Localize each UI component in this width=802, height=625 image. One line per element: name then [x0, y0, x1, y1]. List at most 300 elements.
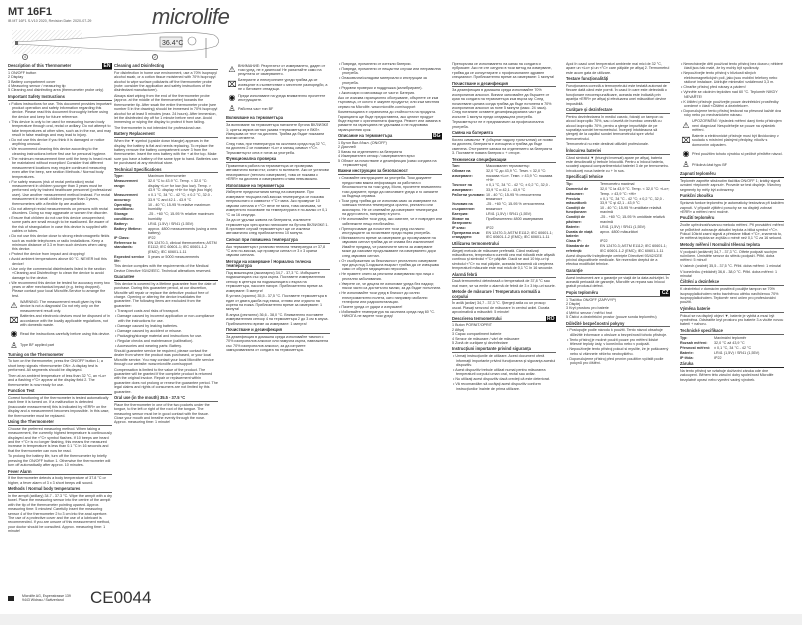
section-heading: [452, 317, 556, 323]
symbol-note-text: WARNING: The measurement result given by this device is not a diagnosis! Do not rely only on the measurement result only.: [20, 299, 102, 313]
paragraph: Správná funkce teploměru je automaticky testována při každém zapnutí. V případě zjištění poruchy se na displeji zobrazí «ERR» a měření není možné.: [680, 201, 784, 214]
heading-text: Описание на термометъра: [338, 133, 393, 139]
section-heading: [566, 175, 670, 181]
manufacturer-address: [22, 594, 82, 602]
paragraph: Ако се изисква гаранционно обслужване, обърнете се към търговеца, от когото е закупен продуктът, или към местния сервиз на Microlife. www.microlife.com/support: [338, 95, 440, 109]
heading-text: Функционална проверка: [226, 156, 277, 162]
bullet-item: • Избягвайте температура на околната среда над 60 °C. НИКОГА не варете този уред!: [338, 310, 442, 319]
spec-row: [114, 203, 218, 212]
symbol-note-text: Read the instructions carefully before using this device.: [20, 331, 111, 336]
spec-row: [114, 255, 218, 264]
paragraph: Компенсацията е ограничена до стойността на продукта. Гаранцията ще бъде предоставена, ако целият продукт бъде върнат с оригиналната фактура. Ремонт или замяна в рамките на гаранцията не удължава и не подновява гаранционния срок.: [338, 110, 441, 132]
paragraph: K dezinfekci v domácím prostředí použijte tampon se 70% isopropylalkoholem nebo bavlněnou utěrku navlhčenou 70% isopropylalkoholem. Teploměr není určen pro profesionální použití.: [680, 287, 779, 305]
heading-text: Použití teploměru: [680, 215, 715, 221]
manual-column: [680, 62, 784, 383]
spec-value: IP22: [600, 239, 608, 244]
heading-text: Metody měření / Normální tělesná teplota: [680, 241, 760, 247]
spec-value: ± 0,1 °C, 34 °C - 42 °C; ± 0,2 °C, 32,0 - 33,9 °C şi 42,1 - 43,9 °C: [600, 196, 665, 205]
callout-2: 2: [152, 54, 158, 60]
bullet-item: • Nenechávejte děti používat tento přístroj bez dozoru; některé části jsou tak malé, že by mohly být spolknuty.: [680, 62, 784, 71]
symbol-note: [226, 93, 330, 103]
spec-value: -25 - +60 °C; 15-95 % umiditate relativă maximă: [600, 215, 665, 224]
bullet-item: • Vyhněte se okolním teplotám nad 60 °C. Teploměr NIKDY NEVAŘTE!: [680, 90, 784, 99]
spec-row: [114, 212, 218, 221]
spec-value: -25 - +60 °C; 15-95 % относителна влажност: [486, 202, 545, 211]
section-heading: [566, 108, 670, 114]
bullet-item: • Минималното време за измерване до прозвучаване на звуковия сигнал трябва да се спазва без изключение! Имайте предвид, че различните места за измерване може да изискват продължаване на измерването дори след звуковия сигнал.: [338, 236, 442, 258]
bullet-item: • Accessories and wearing parts: Battery.: [114, 344, 218, 348]
section-heading: [452, 158, 556, 164]
heading-text: Funkční zkouška: [680, 193, 713, 199]
warning-symbol-icon: ⌧: [9, 316, 19, 326]
bullet-item: • Avoid ambient temperatures above 60 °C. NEVER boil this device!: [8, 257, 112, 266]
spec-row: [452, 183, 556, 192]
heading-text: Смяна на батерията: [452, 130, 493, 136]
spec-value: IP22: [486, 225, 494, 230]
manual-column: [114, 62, 218, 426]
spec-label: Работни условия:: [452, 192, 485, 197]
paragraph: В устата (орално) 35,5 - 37,5 °C. Поставете термометъра в един от двата джоба под езика, отляво или отдясно на корена на езика. Приблизително време за измерване: 1 минута!: [226, 294, 327, 312]
bullet-item: • Doporučujeme přístroj před prvním použitím vyčistit podle pokynů pro čištění.: [566, 357, 670, 366]
section-heading: [452, 347, 556, 353]
heading-text: Čištění a dezinfekce: [680, 279, 720, 285]
heading-text: Turning on the Thermometer: [8, 351, 64, 357]
spec-value: EN 12470-3; ASTM E1112; IEC 60601-1; IEC 60601-1-2 (EMC); IEC 60601-1-11: [486, 230, 553, 240]
thermometer-illustration: [10, 28, 222, 58]
section-heading: [8, 64, 112, 70]
bullet-item: • Повреди, причинени от нещастни случаи или неправилна употреба.: [338, 67, 442, 76]
paragraph: Zvolte upřednostňovanou metodu měření. Při provádění měření se průběžně zobrazuje aktuální teplota a bliká symbol «°C». Pokud 10krát zazní signál a přestane blikat «°C», znamená to, že měřená teplota se zvýšila o méně než 0,1 °C za 16 sekund.: [680, 223, 784, 241]
heading-text: Battery Replacement: [114, 131, 155, 137]
spec-label: Measurement accuracy:: [114, 193, 138, 202]
spec-value: 10 - 40 °C; 15-95 % relative maximum humidity: [148, 202, 211, 212]
paragraph: Alegeţi metoda de măsurare preferată. Când realizaţi măsurătorea, temperatura curentă cea mai ridicată este afişată continuu şi simbolul «°C» pâlpâie. Dacă se aud 10 bip-uri şi simbolul «°C» nu mai pâlpâie, aceasta înseamnă că creşterea temperaturii măsurate este mai mică de 0,1 °C în 16 secunde.: [452, 248, 555, 271]
spec-label: Clasa IP:: [566, 239, 582, 244]
warning-symbol-icon: ⚠: [228, 65, 236, 75]
numbered-part: 1 Бутон Вкл./Изкл. (ON/OFF): [338, 141, 387, 146]
spec-label: Точност на измерване:: [452, 183, 473, 192]
spec-label: Battery lifetime:: [114, 226, 142, 231]
section-heading: [8, 487, 112, 493]
spec-row: [566, 187, 670, 196]
numbered-part: 3 Капак на отделението за батерията: [338, 149, 402, 154]
bullet-item: • Vă recomandăm să curăţaţi acest dispozitiv conform instrucţiunilor înainte de prima utilizare.: [452, 382, 556, 391]
spec-label: Precizia măsurătorii:: [566, 196, 588, 205]
heading-text: Înlocuirea bateriei: [566, 147, 602, 153]
section-heading: [566, 77, 670, 83]
spec-label: Препратка към стандарти:: [452, 230, 480, 240]
paragraph: За дезинфекция в домашна среда използвайте 70% изопропилов алкохол. Винаги започвайте да бършете от края на сондата на термометъра към върха му. След почистване цялата сонда трябва да бъде потопена в 70% изопропилов алкохол за поне 5 минути (макс. 24 часа). След потапяне оставете дезинфекцираната част да изсъхне 1 минута преди следващата употреба.: [452, 88, 552, 119]
numbered-part: 4 Measuring sensor / measuring tip: [8, 84, 66, 89]
bullet-item: • Transport costs and risks of transport.: [114, 309, 218, 313]
language-badge: BG: [433, 133, 441, 140]
numbered-part: 2 Displej: [566, 301, 581, 306]
callout-4: 4: [22, 54, 28, 60]
heading-text: Guarantee: [114, 273, 135, 279]
heading-text: Function Test: [8, 388, 35, 394]
bullet-item: • Опаковъчни/складови материали и инструкции за употреба.: [338, 76, 442, 85]
spec-value: EN 12470-3; ASTM E1112; IEC 60601-1; IEC 60601-1-2 (EMC); IEC 60601-1-11: [600, 244, 667, 253]
section-heading: [680, 329, 784, 335]
bullet-item: • Tento přístroj je možné použít pouze pro měření lidské tělesné teploty ústy, v konečníku nebo v podpaží.: [566, 338, 670, 347]
heading-text: Zapnutí teploměru: [680, 171, 716, 177]
paragraph: За дезинфекция в домашна среда използвайте тампон с 70% изопропилов алкохол или памучна кърпа, навлажнена със 70% изопропилов алкохол, за да изтриете замърсяванията от сондата на термометъра.: [226, 335, 329, 353]
address-line: 9443 Widnau / Switzerland: [22, 598, 64, 602]
bullet-item: • Use only the commercial disinfectants listed in the section «Cleaning and Disinfecting» to clean the device to avoid damage to the device.: [8, 267, 112, 280]
paragraph: If the thermometer detects a body temperature of 37.8 °C or higher, a fever alarm of 3 x 3 short beeps will sound.: [8, 476, 106, 485]
spec-label: Батерия:: [452, 211, 469, 216]
spec-label: Standarde de referinţă:: [566, 244, 590, 253]
warning-symbol-icon: ⌧: [227, 79, 237, 89]
heading-text: Technical Specifications: [114, 166, 162, 172]
paragraph: Choose the preferred measuring method. When taking a measurement, the currently highest temperature is continuously displayed and the «°C» symbol flashes. If 10 beeps are heard and the «°C» is no longer flashing, this means the measured increase in temperature is less than 0.1 °C in 16 seconds and that the thermometer can now be read.: [8, 426, 112, 453]
spec-row: [114, 236, 218, 240]
manual-column: [226, 62, 330, 354]
paragraph: Na tento přístroj se vztahuje doživotní záruka ode dne zakoupení. Během této záruční doby společnost Microlife bezplatně opraví nebo vymění vadný výrobek.: [680, 368, 774, 382]
spec-row: [452, 202, 556, 211]
bullet-item: • This device is only to be used for measuring human body temperature through oral, rectal or axillary. Do not attempt to take temperatures at other sites, such as in the ear, and may result in false readings and may lead to injury.: [8, 120, 112, 138]
paragraph: Then at an ambient temperature of less than 32 °C, an «Lo» and a flashing «°C» appear at the display field 2. The thermometer is now ready for use.: [8, 373, 107, 387]
spec-value: 32,0 °C la 43,9 °C. Temp. < 32,0 °C: «Lo»; Temp. > 43,9 °C: «Hi»: [600, 187, 670, 196]
bullet-item: • Този уред трябва да се използва само за измерване на човешка телесна температура орално, ректално или аксиларно. Не се опитвайте да измервате температура на други места, например в ухото.: [338, 199, 442, 217]
symbol-note-text: Работна част тип BF: [238, 107, 274, 112]
section-heading: [114, 64, 218, 70]
section-heading: [566, 291, 670, 297]
paragraph: Should guarantee service be required, please contact the dealer from where the product was purchased, or your local Microlife service. You may contact your local Microlife service through our website: www.microlife.com/support: [114, 348, 214, 366]
numbered-part: 4 Senzor de măsurare / vârf de măsurare: [452, 336, 520, 341]
heading-text: Testare funcţionalităţi: [566, 76, 609, 82]
spec-row: [114, 179, 218, 192]
bullet-item: • We recommend this device be tested for accuracy every two years or after mechanical impact (e.g. being dropped). Please contact your local Microlife-Service to arrange the test.: [8, 281, 112, 299]
paragraph: Teploměr zapněte stisknutím tlačítka ON/OFF 1; krátký signál oznámí «teploměr zapnut». Provede se test displeje. Všechny segmenty by měly být zobrazeny.: [680, 179, 782, 192]
section-heading: [226, 238, 330, 244]
paragraph: Correct functioning of the thermometer is tested automatically each time it is turned on. If a malfunction is detected (inaccurate measurement) this is indicated by «ERR» on the display and a measurement becomes impossible. In this case, the thermometer must be replaced.: [8, 395, 110, 418]
paragraph: Изберете предпочитания метод на измерване. При измерване текущата най-висока температура се показва непрекъснато и символът «°C» мига. Ако прозвучат 10 звукови сигнала и «°C» вече не мига, това означава, че измереното покачване на температурата е по-малко от 0,1 °C за 16 секунди.: [226, 190, 328, 217]
heading-text: Popis teploměru: [566, 289, 599, 295]
spec-label: Живот на батерията:: [452, 216, 472, 225]
paragraph: В ануса (ректално) 36,6 - 38,0 °C. Внимателно поставете измервателния сензор 4 на термометъра 2 до 3 см в ануса. Приблизително време за измерване: 1 минута!: [226, 312, 329, 326]
paragraph: When the ▼ symbol (upside down triangle) appears in the display, the battery is flat and needs replacing. To replace the battery remove the battery compartment cover 3 from the thermometer. Insert the new battery with the + at the top. Make sure you have a battery of the same type to hand. Batteries can be purchased at any electrical store.: [114, 139, 218, 166]
section-heading: [8, 420, 112, 426]
bullet-item: • Urmaţi instrucţiunile de utilizare. Acest document oferă informaţii importante privind funcţionarea şi siguranţa acestui dispozitiv.: [452, 354, 556, 367]
bullet-item: • Follow instructions for use. This document provides important product operation and safety information regarding this device. Please read this document thoroughly before using the device and keep for future reference.: [8, 102, 112, 120]
paragraph: Funcţionarea corectă a termometrului este testată automat de fiecare dată când este pornit. În cazul în care este detectată o funcţionare necorespunzătoare, aceasta este indicată prin apariţia «ERR» pe afişaj şi efectuarea unei măsurători devine imposibilă.: [566, 84, 667, 106]
bullet-item: • Не използвайте този уред в близост до силни електромагнитни полета, като например мобилни телефони или радиоинсталации.: [338, 291, 442, 304]
spec-value: 10 - 40 °C; 15-95 % относителна влажност: [486, 192, 541, 202]
paragraph: V ústech (orálně) 35,5 - 37,5 °C. Přibl. doba měření: 1 minuta!: [680, 263, 782, 268]
spec-value: ± 0.1 °C, 34 °C - 42 °C; ± 0.2 °C, 32.0 - 33.9 °C and 42.1 - 43.9 °C: [148, 193, 213, 202]
section-heading: [680, 194, 784, 200]
bullet-item: • For safety reasons (risk of rectal perforation) rectal measurement in children younger than 3 years must be performed only by trained healthcare personnel (professional user). Use another measurement method instead. For rectal measurement in small children younger than 3 years, thermometers with a flexible tip are available.: [8, 180, 112, 206]
spec-label: Storage conditions:: [114, 212, 134, 221]
spec-row: [114, 227, 218, 236]
spec-label: Durata de viaţă baterie:: [566, 229, 593, 239]
spec-value: LR41 (1,5V) / SR41 (1,55V): [486, 211, 532, 216]
spec-value: EN 12470-3, clinical thermometers; ASTM E1112; IEC 60601-1; IEC 60601-1-2 (EMC); IEC 60601-1-11: [148, 240, 217, 254]
spec-label: Baterie:: [566, 224, 580, 229]
spec-label: Tip:: [566, 182, 573, 187]
heading-text: Metode de măsurare / Temperatura normală a corpului: [452, 289, 541, 299]
symbol-note-text: Batteries and electronic devices must be disposed of in accordance with the locally applicable regulations, not with domestic waste.: [20, 314, 110, 328]
section-heading: [680, 243, 784, 249]
spec-row: [566, 239, 670, 243]
spec-value: Maximální teploměr: [714, 335, 747, 340]
spec-value: aprox. 4800 măsurători: [600, 229, 638, 234]
section-heading: [114, 132, 218, 138]
spec-row: [680, 351, 784, 355]
symbol-note-text: Type BF applied part: [20, 343, 55, 348]
symbol-note-text: ВНИМАНИЕ: Резултатът от измерването, даден от този уред, не е диагноза! Не разчитайте само на резултата от измерването.: [238, 63, 326, 77]
spec-row: [114, 241, 218, 254]
numbered-part: 1 ON/OFF button: [8, 70, 37, 75]
paragraph: За да се удължи живота на батерията, изключете термометъра чрез кратко натискане на бутона ВКЛ/ИЗКЛ 1. В противен случай термометърът ще се изключи автоматично след приблизително 10 минути.: [226, 218, 329, 236]
heading-text: Почистване и дезинфекция: [452, 80, 508, 86]
symbol-note: [8, 300, 112, 313]
spec-label: Expected service life:: [114, 254, 145, 264]
bullet-item: • Damage caused by accident or misuse.: [114, 329, 218, 333]
bullet-item: • Спазвайте инструкциите за употреба. Този документ предоставя важна информация за работата и безопасността на този уред. Моля, прочетете внимателно този документ, преди да използвате уреда и го запазете за бъдеща справка.: [338, 176, 442, 198]
numbered-part: 1 Buton PORNIT/OPRIT: [452, 323, 492, 328]
spec-value: approx. 4800 measurements (using a new battery): [148, 226, 217, 235]
numbered-part: 1 Tlačítko ON/OFF (ZAP/VYP): [566, 297, 616, 302]
spec-row: [680, 346, 784, 350]
paragraph: Când simbolul ▼ (triunghi inversat) apare pe afişaj, bateria este descărcată şi trebuie înlocuită. Pentru a înlocui bateria, scoateţi capacul compartimentului bateriei 3 de pe termometru. Introduceţi noua baterie cu + în sus.: [566, 155, 669, 173]
spec-row: [452, 217, 556, 226]
spec-value: 32,0 °C až 43,9 °C: [714, 340, 745, 345]
section-heading: [114, 396, 218, 402]
section-heading: [566, 269, 670, 275]
section-heading: [226, 116, 330, 122]
spec-row: [566, 182, 670, 186]
heading-text: Important Safety Instructions: [8, 93, 65, 99]
spec-value: Приблизително 4800 измервания: [486, 216, 544, 221]
spec-value: Максимален термометър: [486, 164, 530, 169]
spec-label: Baterie:: [680, 350, 694, 355]
paragraph: Препоръчва се използването на капак на сондата и лубрикант. Ако не сте сигурни в този метод на измерване, трябва да се консултирате с професионален здравен специалист. Приблизително време за измерване: 1 минута!: [452, 62, 555, 80]
bullet-item: • Do not use this device close to strong electromagnetic fields such as mobile telephones or radio installations. Keep a minimum distance of 3.3 m from such devices when using this device.: [8, 234, 112, 252]
paragraph: Apoi în cazul unei temperaturi ambiente mai mici de 32 °C, apare un «Lo» şi un «°C» care pâlpâie pe afişaj 2. Termometrul este acum gata de utilizare.: [566, 62, 670, 75]
heading-text: Utilizarea termometrului: [452, 240, 499, 246]
numbered-part: 2 Display: [8, 75, 24, 80]
paragraph: Когато символът ▼ (обърнат надолу триъгълник) се появи на дисплея, батерията е изтощена и трябва да бъде сменена. Отстранете капака на отделението за батерията 3. Поставете новата батерия с + отгоре.: [452, 138, 553, 156]
symbol-note: [8, 341, 112, 351]
bullet-item: • Protect the device from impact and dropping!: [8, 252, 112, 256]
spec-row: [114, 193, 218, 202]
bullet-item: • Аксесоари и износващи се части: Батерия.: [338, 91, 442, 95]
symbol-note: [680, 134, 784, 147]
section-heading: [452, 273, 556, 279]
heading-text: Důležité bezpečnostní pokyny: [566, 320, 625, 326]
spec-row: [452, 226, 556, 230]
bullet-item: • Не използвайте този уред, ако смятате, че е повреден или забележите нещо необичайно.: [338, 217, 442, 226]
paragraph: За включване на термометъра натиснете бутона ВКЛ/ИЗКЛ 1; кратък звуков сигнал указва «термометърът е ВКЛ». Извършва се тест на дисплея. Трябва да бъдат показани всички сегменти.: [226, 123, 329, 141]
bullet-item: • Уверете се, че децата не използват уреда без надзор; някои части са достатъчно малки, за да бъдат погълнати.: [338, 282, 442, 291]
paragraph: Termometrul nu este destinat utilizării profesionale.: [566, 142, 650, 147]
heading-text: Výměna baterie: [680, 305, 711, 311]
symbol-note: [8, 329, 112, 339]
address-line: Microlife AG, Espenstrasse 139: [22, 593, 71, 598]
section-heading: [114, 275, 218, 281]
section-heading: [338, 134, 442, 140]
paragraph: To prolong the battery life, turn off the thermometer by briefly pressing the ON/OFF button 1. Otherwise the thermometer will turn off automatically after approx. 10 minutes.: [8, 454, 111, 468]
spec-label: Rozsah měření:: [680, 340, 708, 345]
numbered-part: 5 Cleaning and disinfecting area (thermometer probe only): [8, 88, 104, 93]
bullet-item: • Acest dispozitiv trebuie utilizat numai pentru măsurarea temperaturii corpului uman oral, rectal sau axilar.: [452, 368, 556, 377]
paragraph: Acest instrument are o garanţie pe viaţă de la data achiziţiei. În această perioadă de garanţie, Microlife va repara sau înlocui gratuit produsul defect.: [566, 275, 669, 289]
spec-row: [566, 244, 670, 253]
symbol-note: [226, 64, 330, 77]
heading-text: Using the Thermometer: [8, 418, 54, 424]
numbered-part: 4 Měřící senzor / měřící hrot: [566, 310, 613, 315]
bullet-item: • Не правете опити за ректални измервания при лица с ректални заболявания.: [338, 272, 442, 281]
bullet-item: • Препоръчваме да почистите този уред съгласно инструкциите за почистване преди първа употреба.: [338, 227, 442, 236]
warning-symbol-icon: ♙: [228, 104, 236, 114]
spec-label: Condiţii de păstrare:: [566, 215, 586, 224]
paragraph: În axilă (axilar) 34,7 - 37,3 °C. Ştergeţi axila cu un prosop uscat. Plasaţi senzorul de măsurare în centrul axilei. Durata aproximativă a măsurării: 5 minute!: [452, 301, 550, 315]
paragraph: V konečníku (rektálně) 36,6 - 38,0 °C. Přibl. doba měření: 1 minuta!: [680, 269, 777, 278]
bottom-strip: [0, 614, 802, 625]
manufacturer-icon: [8, 596, 14, 601]
bullet-item: • We recommend cleaning this device according to the cleaning instructions before first use for personal hygiene.: [8, 147, 112, 156]
spec-label: Battery:: [114, 221, 128, 226]
spec-row: [566, 215, 670, 224]
section-heading: [338, 169, 442, 175]
spec-value: LR41 (1,5V) / SR41 (1,55V): [714, 350, 760, 355]
spec-value: 10 - 40 °C; 15-95 % umiditate relativă maximă: [600, 205, 662, 215]
spec-row: [452, 169, 556, 182]
paragraph: Правилната работа на термометъра се проверява автоматично всеки път, когато го включите. Ако се установи неизправност (неточно измерване), това се показва с «ERR» на дисплея и измерването става невъзможно.: [226, 164, 329, 182]
heading-text: Descrierea termometrului: [452, 315, 502, 321]
symbol-note-text: Батериите и електронните уреди трябва да се изхвърлят в съответствие с местните разпоредби, а не с битовите отпадъци.: [238, 78, 328, 92]
bullet-item: • Chraňte přístroj před nárazy a pádem!: [680, 85, 784, 89]
symbol-note: [680, 119, 784, 132]
spec-value: ± 0,1 °C, 34 °C - 42 °C; ± 0,2 °C, 32,0 - 33,9 °C и 42,1 - 43,9 °C: [486, 183, 551, 192]
section-heading: [452, 290, 556, 300]
spec-label: Measurement range:: [114, 179, 138, 188]
warning-symbol-icon: ⚠: [682, 120, 690, 130]
microlife-logo: microlife: [152, 4, 230, 29]
paragraph: Acest dispozitiv îndeplineşte cerinţele Directivei 93/42/CEE privind dispozitivele medicale. Ne rezervăm dreptul de a efectua modificări tehnice.: [566, 253, 663, 267]
paragraph: Термометърът не е предназначен за професионална употреба.: [452, 120, 544, 129]
manual-column: [338, 62, 442, 319]
bullet-item: • Пазете уреда от удари и изпускане!: [338, 305, 442, 309]
spec-value: IP22: [714, 355, 722, 360]
heading-text: Технически спецификации: [452, 156, 507, 162]
manual-column: [452, 62, 556, 392]
bullet-item: • Doporučujeme tento přístroj testovat na přesnost každé dva roky nebo po mechanickém nárazu.: [680, 109, 784, 118]
symbol-note: [680, 160, 784, 170]
paragraph: Pentru dezinfectarea în mediul casnic, folosiţi un tampon cu alcool izopropilic 70%, sau o lavetă de bumbac umezită cu alcool izopropilic 70%, pentru a şterge impurităţile de pe suprafaţa sondei termometrului. Începeţi întotdeauna să ştergeţi de la capătul sondei termometrului spre vârful termometrului.: [566, 114, 664, 141]
section-heading: [8, 353, 112, 359]
spec-label: Type:: [114, 174, 124, 179]
spec-row: [452, 164, 556, 168]
symbol-note-text: UPOZORNĚNÍ: Výsledek měření daný tímto přístrojem není diagnóza! Nespoléhejte se pouze na výsledek měření.: [692, 119, 782, 133]
heading-text: Методи на измерване / Нормална телесна температура: [226, 258, 312, 269]
bullet-item: • Do not use this device if you think it is damaged or notice anything unusual.: [8, 138, 112, 147]
spec-value: ± 0,1 °C, 34 °C - 42 °C: [714, 345, 752, 350]
heading-text: Сигнал при повишена температура: [226, 236, 298, 242]
section-heading: [680, 307, 784, 313]
bullet-item: • От съображения за безопасност ректалното измерване при деца под 3-годишна възраст трябва да се извършва само от обучен медицински персонал.: [338, 259, 442, 272]
heading-text: Description of this Thermometer: [8, 63, 72, 68]
numbered-part: 5 Област за почистване и дезинфекция (само сондата на термометъра): [338, 158, 437, 168]
heading-text: Използване на термометъра: [226, 182, 285, 188]
language-badge: RO: [547, 315, 555, 322]
bullet-item: • Повреди, причинени от изтекли батерии.: [338, 62, 442, 66]
symbol-note: [226, 104, 330, 114]
spec-label: Обхват на измерване:: [452, 169, 473, 178]
spec-row: [452, 212, 556, 216]
product-model: MT 16F1: [8, 6, 53, 18]
spec-label: IP клас:: [452, 225, 467, 230]
section-heading: [566, 149, 670, 155]
section-heading: [226, 184, 330, 190]
section-heading: [680, 216, 784, 222]
spec-row: [566, 197, 670, 206]
warning-symbol-icon: ◉: [682, 148, 690, 158]
warning-symbol-icon: ⚠: [10, 301, 18, 311]
paragraph: Place the thermometer in one of the two pockets under the tongue, to the left or right of the root of the tongue. The measuring sensor must be in good contact with the tissue. Close your mouth and breathe evenly through the nose. Approx. measuring time: 1 minute!: [114, 402, 210, 425]
manufacturer-footer: [8, 588, 151, 608]
numbered-part: 5 Zonă de curăţare şi dezinfectare: [452, 341, 508, 346]
spec-label: Typ:: [680, 335, 688, 340]
section-heading: [8, 389, 112, 395]
section-heading: [452, 131, 556, 137]
paragraph: The thermometer is not intended for professional use.: [114, 126, 202, 131]
section-heading: [8, 470, 112, 476]
numbered-part: 2 Afişaj: [452, 327, 464, 332]
numbered-part: 4 Измервателен сензор / измервателен връх: [338, 154, 415, 159]
spec-value: LR41 (1.5V) / SR41 (1.55V): [148, 221, 194, 226]
spec-value: IP22: [148, 235, 156, 240]
paragraph: In the armpit (axillary) 34.7 - 37.3 °C. Wipe the armpit with a dry towel. Place the measuring sensor into the centre of the armpit with the tip of the thermometer pointing upward. Approx. measuring time: 5 minutes! Carefully insert the measuring sensor 4 of the thermometer 2 to 3 cm into the anal aperture. The use of a protective cover and the use of a lubricant is recommended. If you are unsure of this measurement method, your doctor should be consulted. Approx. measuring time: 1 minute!: [8, 493, 112, 534]
symbol-note: [226, 78, 330, 91]
numbered-part: 5 Čistící a dezinfekční prostor (pouze sonda teploměru): [566, 315, 657, 320]
spec-row: [566, 230, 670, 239]
warning-symbol-icon: ◉: [10, 329, 18, 339]
spec-row: [114, 174, 218, 178]
paragraph: This device is covered by a lifetime guarantee from the date of purchase. During this guarantee period, at our discretion, Microlife will repair or replace the defective product free of charge. Opening or altering the device invalidates the guarantee. The following items are excluded from the guarantee:: [114, 281, 216, 308]
numbered-part: 3 Battery compartment cover: [8, 79, 56, 84]
spec-value: -25 - +60 °C; 15-95 % relative maximum humidity: [148, 212, 214, 221]
heading-text: Cleaning and Disinfecting: [114, 63, 165, 68]
warning-symbol-icon: ♙: [682, 160, 690, 170]
spec-label: Domeniul de măsurare:: [566, 187, 589, 196]
spec-row: [566, 225, 670, 229]
spec-row: [452, 231, 556, 240]
spec-value: Maximum thermometer: [148, 174, 186, 179]
section-heading: [566, 322, 670, 328]
paragraph: V podpaží (axilárně) 34,7 - 37,3 °C. Otřete podpaží suchým ručníkem. Umístěte senzor do středu podpaží. Přibl. doba měření: 5 minut!: [680, 249, 777, 263]
spec-label: Reference to standards:: [114, 240, 137, 250]
paragraph: To turn on the thermometer, press the ON/OFF button 1; a short beep signals «thermometer ON». A display test is performed. All segments should be displayed.: [8, 359, 103, 373]
bullet-item: • Do not attempt rectal measurements on persons with rectal disorders. Doing so may aggravate or worsen the disorder.: [8, 207, 112, 216]
paragraph: This device complies with the requirements of the Medical Device Directive 93/42/EEC. Technical alterations reserved.: [114, 264, 212, 273]
spec-value: LR41 (1,5V) / SR41 (1,55V): [600, 224, 646, 229]
spec-row: [566, 206, 670, 215]
bullet-item: • The minimum measurement time until the beep is heard must be maintained without exception! Consider that different measurement locations may require continued measuring even after the beep, see section Methods / Normal body temperatures.: [8, 157, 112, 179]
spec-value: 32,0 °C до 43,9 °C. Темп. < 32,0 °C: показва «Lo». Темп. > 43,9 °C: показва «Hi»: [486, 169, 553, 183]
heading-text: Specificaţii tehnice: [566, 174, 604, 180]
spec-label: Тип:: [452, 164, 460, 169]
bullet-item: • Ensure that children do not use this device unsupervised; some parts are small enough to be swallowed. Be aware of the risk of strangulation in case this device is supplied with cables or tubes.: [8, 216, 112, 234]
heading-text: Garanţie: [566, 267, 583, 273]
language-badge: EN: [103, 63, 111, 69]
bullet-item: • Packaging/storage material and instructions for use.: [114, 334, 218, 338]
spec-row: [114, 222, 218, 226]
spec-label: Условия на съхранение:: [452, 202, 476, 211]
paragraph: Compensation is limited to the value of the product. The guarantee will be granted if the complete product is returned with the original invoice. Repair or replacement within guarantee does not prolong or renew the guarantee period. The legal claims and rights of consumers are not limited by this guarantee.: [114, 367, 218, 394]
